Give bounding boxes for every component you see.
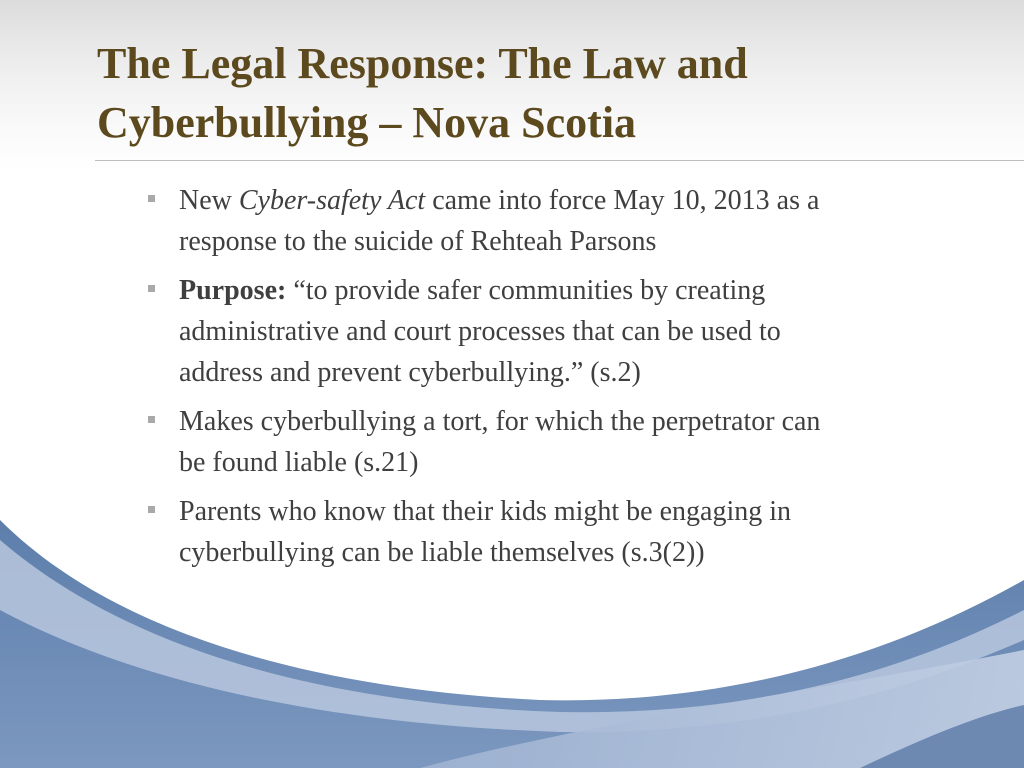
bullet-text: “to provide safer communities by creating <box>286 275 766 306</box>
purpose-label: Purpose: <box>179 275 287 306</box>
act-name: Cyber-safety Act <box>238 185 426 216</box>
square-bullet-icon <box>148 416 155 423</box>
bullet-item-tort <box>148 401 948 483</box>
bullet-text: came into force May 10, 2013 as a <box>425 185 820 216</box>
slide-title-line-1: The Legal Response: The Law and <box>97 39 748 88</box>
slide-title-line-2: Cyberbullying – Nova Scotia <box>97 98 637 147</box>
bullet-list <box>148 180 948 581</box>
bullet-line <box>179 180 948 221</box>
bullet-line <box>179 270 948 311</box>
bullet-item-cyber-safety-act <box>148 180 948 262</box>
square-bullet-icon <box>148 285 155 292</box>
bullet-line: be found liable (s.21) <box>179 447 419 478</box>
bullet-line: cyberbullying can be liable themselves (s.3(2)) <box>179 537 705 568</box>
square-bullet-icon <box>148 506 155 513</box>
bullet-item-purpose <box>148 270 948 393</box>
square-bullet-icon <box>148 195 155 202</box>
bullet-line: address and prevent cyberbullying.” (s.2) <box>179 357 641 388</box>
bullet-line: response to the suicide of Rehteah Parsons <box>179 226 657 257</box>
bullet-line: Parents who know that their kids might be engaging in <box>179 496 792 527</box>
bullet-line: Makes cyberbullying a tort, for which the perpetrator can <box>179 406 821 437</box>
bullet-line: administrative and court processes that can be used to <box>179 316 781 347</box>
slide-title <box>97 34 977 152</box>
title-divider <box>95 160 1024 161</box>
bullet-text: New <box>179 185 239 216</box>
bullet-item-parents <box>148 491 948 573</box>
